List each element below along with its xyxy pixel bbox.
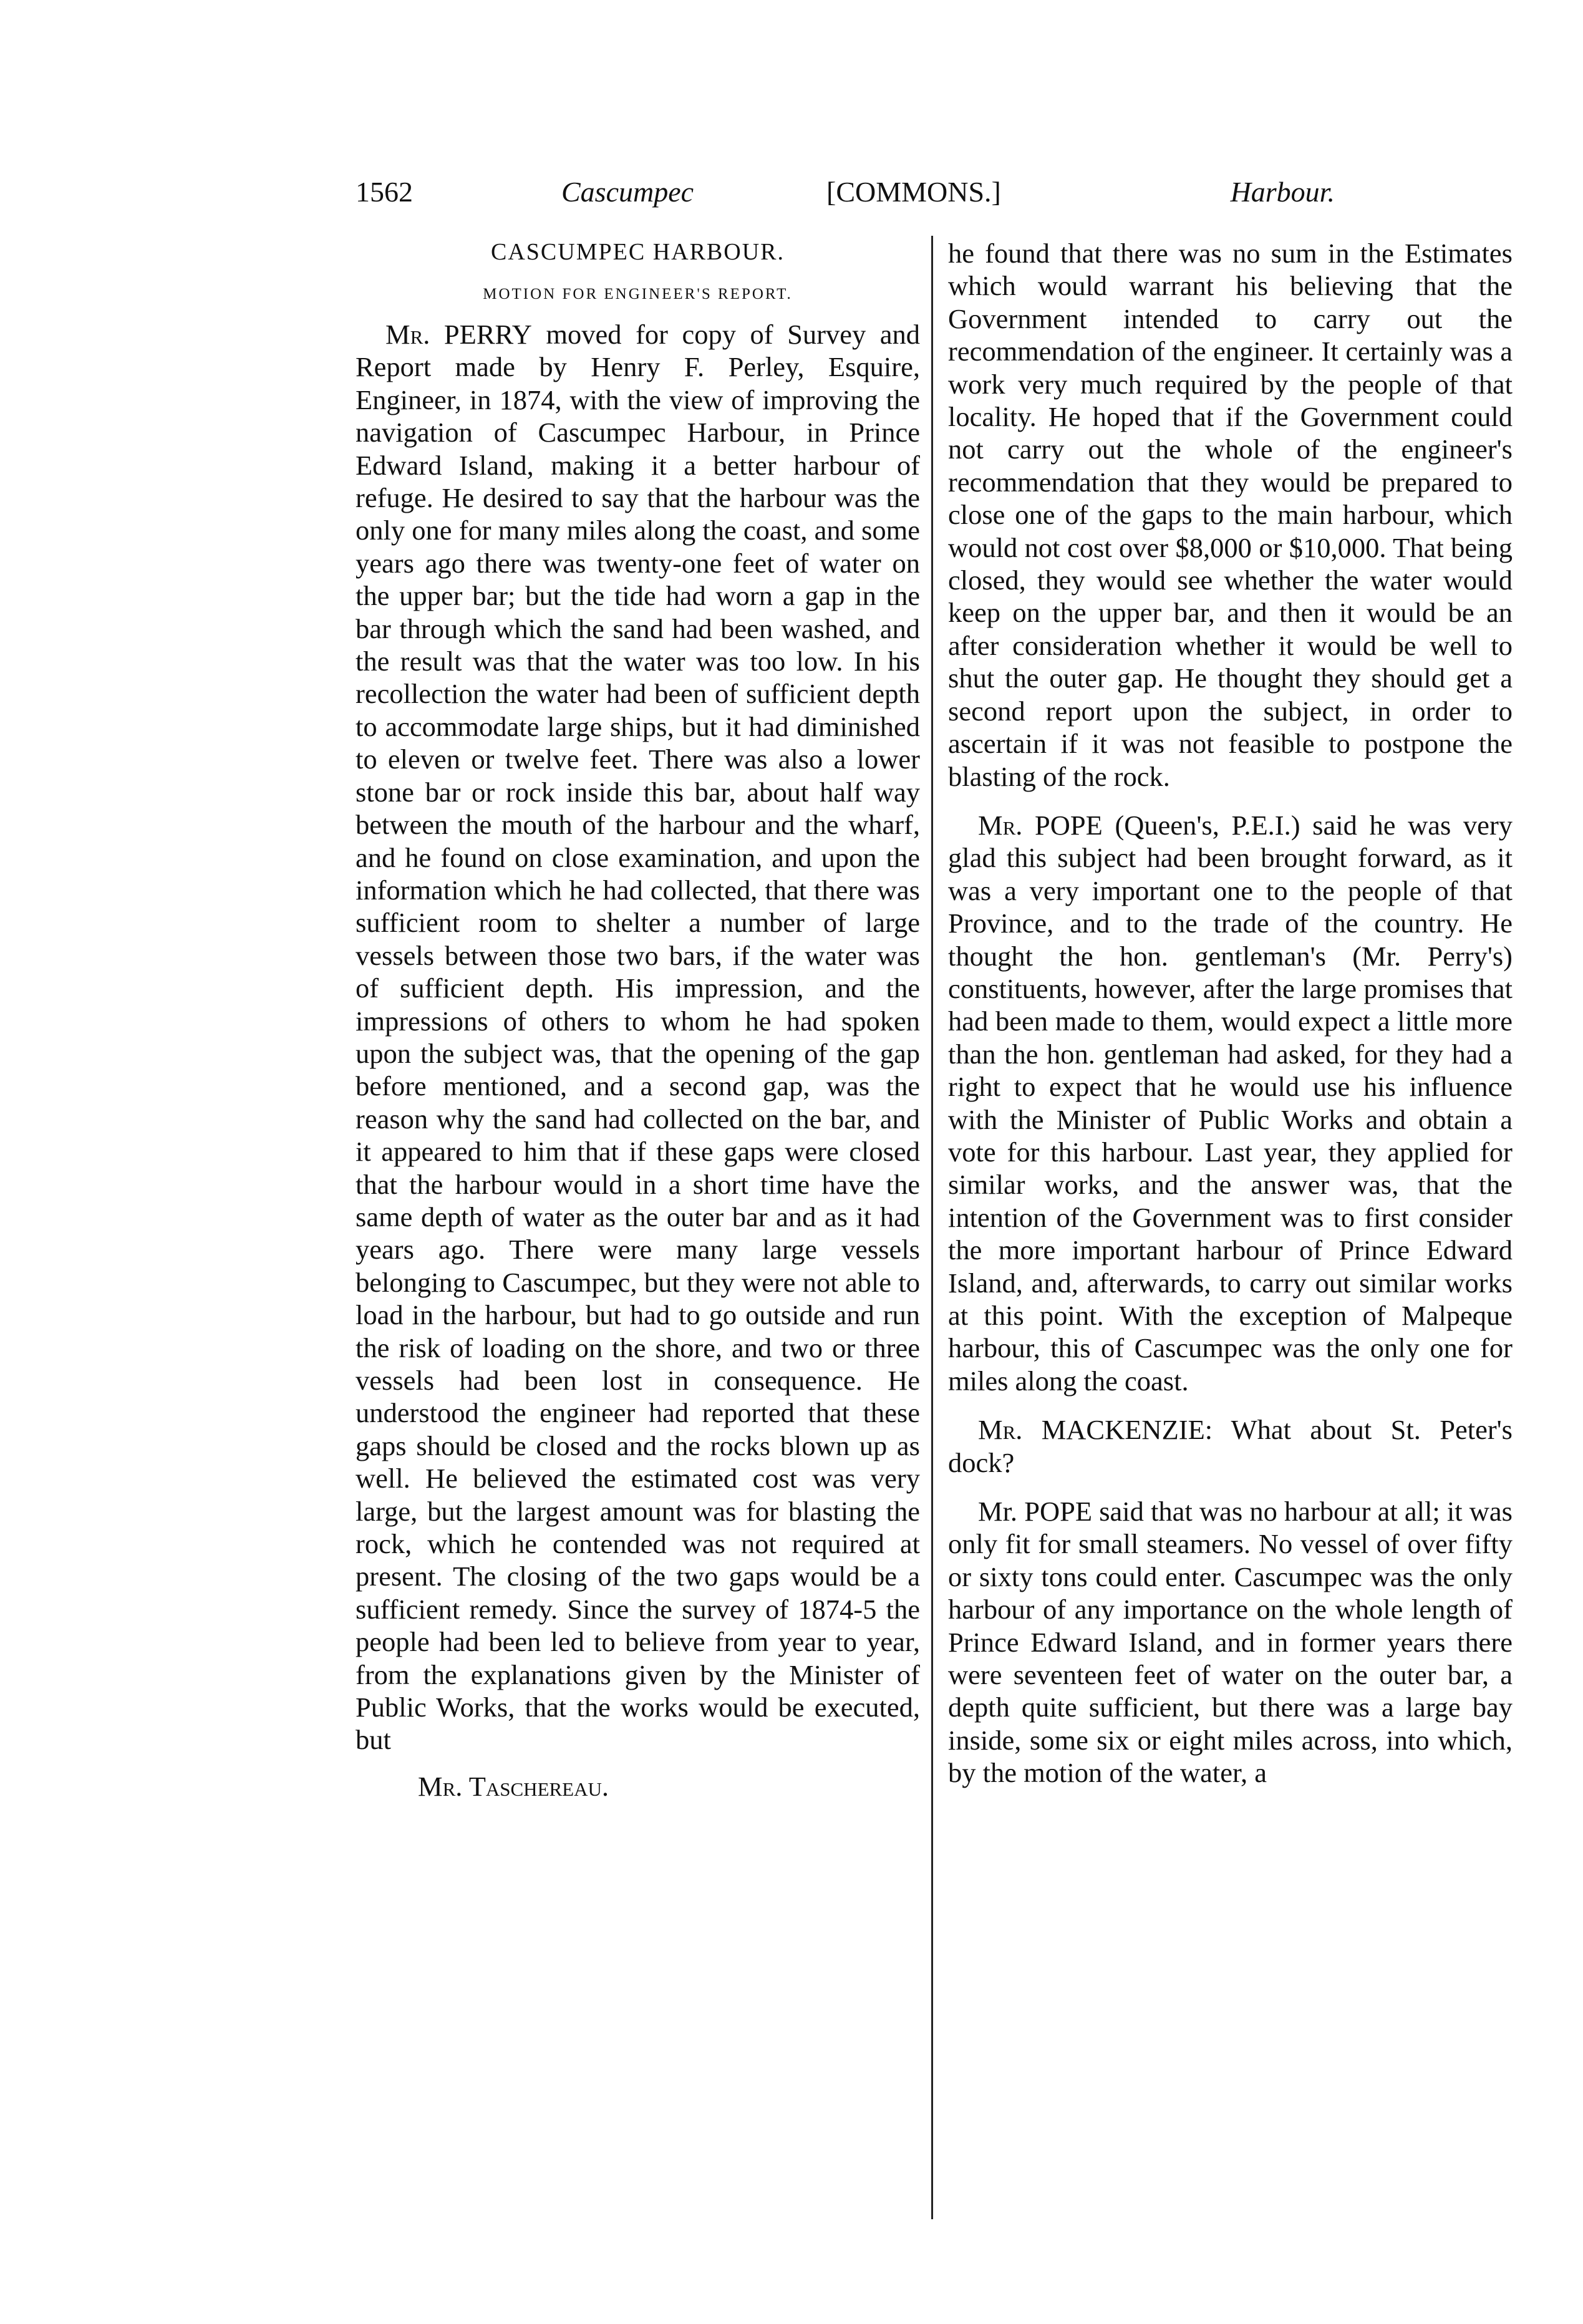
article-title: CASCUMPEC HARBOUR. xyxy=(491,239,785,265)
page-number: 1562 xyxy=(356,176,413,208)
article-subtitle: MOTION FOR ENGINEER'S REPORT. xyxy=(483,286,793,303)
speaker-name: Mr. MACKENZIE xyxy=(978,1414,1205,1446)
running-header xyxy=(356,167,1335,217)
right-column xyxy=(948,237,1513,1789)
paragraph-text: (Queen's, P.E.I.) said he was very glad this subject had been brought forward, as it was a very important one to the people of that Province, and to the trade of the country. He thought the hon. gentleman's (Mr. Perry's) constituents, however, after the large promises that had been made to them, would expect a little more than the hon. gentleman had asked, for they had a right to expect that he would use his influence with the Minister of Public Works and obtain a vote for this harbour. Last year, they applied for similar works, and the answer was, that the intention of the Government was to first consider the more important harbour of Prince Edward Island, and, afterwards, to carry out similar works at this point. With the exception of Malpeque harbour, this of Cascumpec was the only one for miles along the coast. xyxy=(948,809,1513,1397)
left-column xyxy=(356,231,920,1803)
speaker-name: Mr. PERRY xyxy=(385,319,532,350)
paragraph xyxy=(356,318,920,1756)
paragraph xyxy=(948,809,1513,1397)
header-right-title: Harbour. xyxy=(1230,176,1335,208)
header-center: [COMMONS.] xyxy=(826,176,1001,208)
paragraph-text: said that was no harbour at all; it was only fit for small steamers. No vessel of over fifty or sixty tons could enter. Cascumpec was the only harbour of any importance on the whole length of Prince Edward Island, and in former years there were seventeen feet of water on the outer bar, a depth quite sufficient, but there was a large bay inside, some six or eight miles across, into which, by the motion of the water, a xyxy=(948,1496,1513,1789)
column-divider xyxy=(931,236,933,2219)
paragraph-text: moved for copy of Survey and Report made by Henry F. Perley, Esquire, Engineer, in 1874, with the view of improving the navigation of Cascumpec Harbour, in Prince Edward Island, making it a better harbour of refuge. He desired to say that the harbour was the only one for many miles along the coast, and some years ago there was twenty-one feet of water on the upper bar; but the tide had worn a gap in the bar through which the sand had been washed, and the result was that the water was too low. In his recollection the water had been of sufficient depth to accommodate large ships, but it had diminished to eleven or twelve feet. There was also a lower stone bar or rock inside this bar, about half way between the mouth of the harbour and the wharf, and he found on close examination, and upon the information which he had collected, that there was sufficient room to shelter a number of large vessels between those two bars, if the water was of sufficient depth. His impression, and the impressions of others to whom he had spoken upon the subject was, that the opening of the gap before mentioned, and a second gap, was the reason why the sand had collected on the bar, and it appeared to him that if these gaps were closed that the harbour would in a short time have the same depth of water as the outer bar and as it had years ago. There were many large vessels belonging to Cascumpec, but they were not able to load in the harbour, but had to go outside and run the risk of loading on the shore, and two or three vessels had been lost in consequence. He understood the engineer had reported that these gaps should be closed and the rocks blown up as well. He believed the estimated cost was very large, but the largest amount was for blasting the rock, which he contended was not required at present. The closing of the two gaps would be a sufficient remedy. Since the survey of 1874-5 the people had been led to believe from year to year, from the explanations given by the Minister of Public Works, that the works would be executed, but xyxy=(356,319,920,1756)
speaker-name: Mr. POPE xyxy=(978,809,1103,841)
paragraph xyxy=(948,1413,1513,1479)
header-left-title: Cascumpec xyxy=(561,176,694,208)
speaker-name: Mr. POPE xyxy=(978,1496,1093,1528)
paragraph-text: : What about St. Peter's dock? xyxy=(948,1414,1513,1478)
signature: Mr. Taschereau. xyxy=(418,1770,609,1802)
paragraph xyxy=(948,1495,1513,1789)
paragraph xyxy=(948,237,1513,793)
paragraph-text: he found that there was no sum in the Estimates which would warrant his believing that the Government intended to carry out the recommendation of the engineer. It certainly was a work very much required by the people of that locality. He hoped that if the Government could not carry out the whole of the engineer's recommendation that they would be prepared to close one of the gaps to the main harbour, which would not cost over $8,000 or $10,000. That being closed, they would see whether the water would keep on the upper bar, and then it would be an after consideration whether it would be well to shut the outer gap. He thought they should get a second report upon the subject, in order to ascertain if it was not feasible to postpone the blasting of the rock. xyxy=(948,238,1513,792)
